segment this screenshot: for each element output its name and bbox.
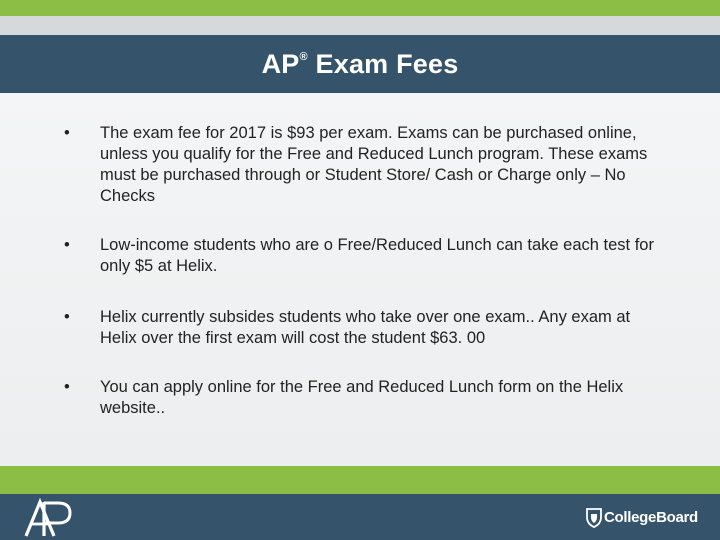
acorn-shield-icon <box>586 506 602 528</box>
top-accent-stripe <box>0 0 720 16</box>
page-title <box>262 49 459 80</box>
content-area <box>0 93 720 465</box>
ap-logo-icon <box>24 498 74 538</box>
list-item <box>62 235 662 277</box>
bullet-icon: • <box>64 308 70 326</box>
collegeboard-text: CollegeBoard <box>604 508 698 526</box>
title-bar <box>0 35 720 93</box>
bullet-icon: • <box>64 378 70 396</box>
top-gray-band <box>0 16 720 35</box>
list-item <box>62 123 662 207</box>
list-item <box>62 307 662 349</box>
title-suffix: Exam Fees <box>307 48 459 79</box>
bullet-icon: • <box>64 236 70 254</box>
registered-mark: ® <box>299 50 308 63</box>
bullet-text: Low-income students who are o Free/Reduced Lunch can take each test for only $5 at Helix. <box>100 236 654 275</box>
bullet-text: Helix currently subsides students who take over one exam.. Any exam at Helix over the first exam will cost the student $63. 00 <box>100 308 631 347</box>
bottom-accent-stripe <box>0 466 720 494</box>
title-prefix: AP <box>261 48 300 79</box>
bullet-text: You can apply online for the Free and Reduced Lunch form on the Helix website.. <box>100 378 624 417</box>
collegeboard-logo <box>586 506 698 528</box>
bullet-text: The exam fee for 2017 is $93 per exam. Exams can be purchased online, unless you qualify for the Free and Reduced Lunch program. These exams must be purchased through or Student Store/ Cash or Charge only – No Checks <box>100 124 648 205</box>
list-item <box>62 377 662 419</box>
bullet-list <box>62 123 662 419</box>
bullet-icon: • <box>64 124 70 142</box>
